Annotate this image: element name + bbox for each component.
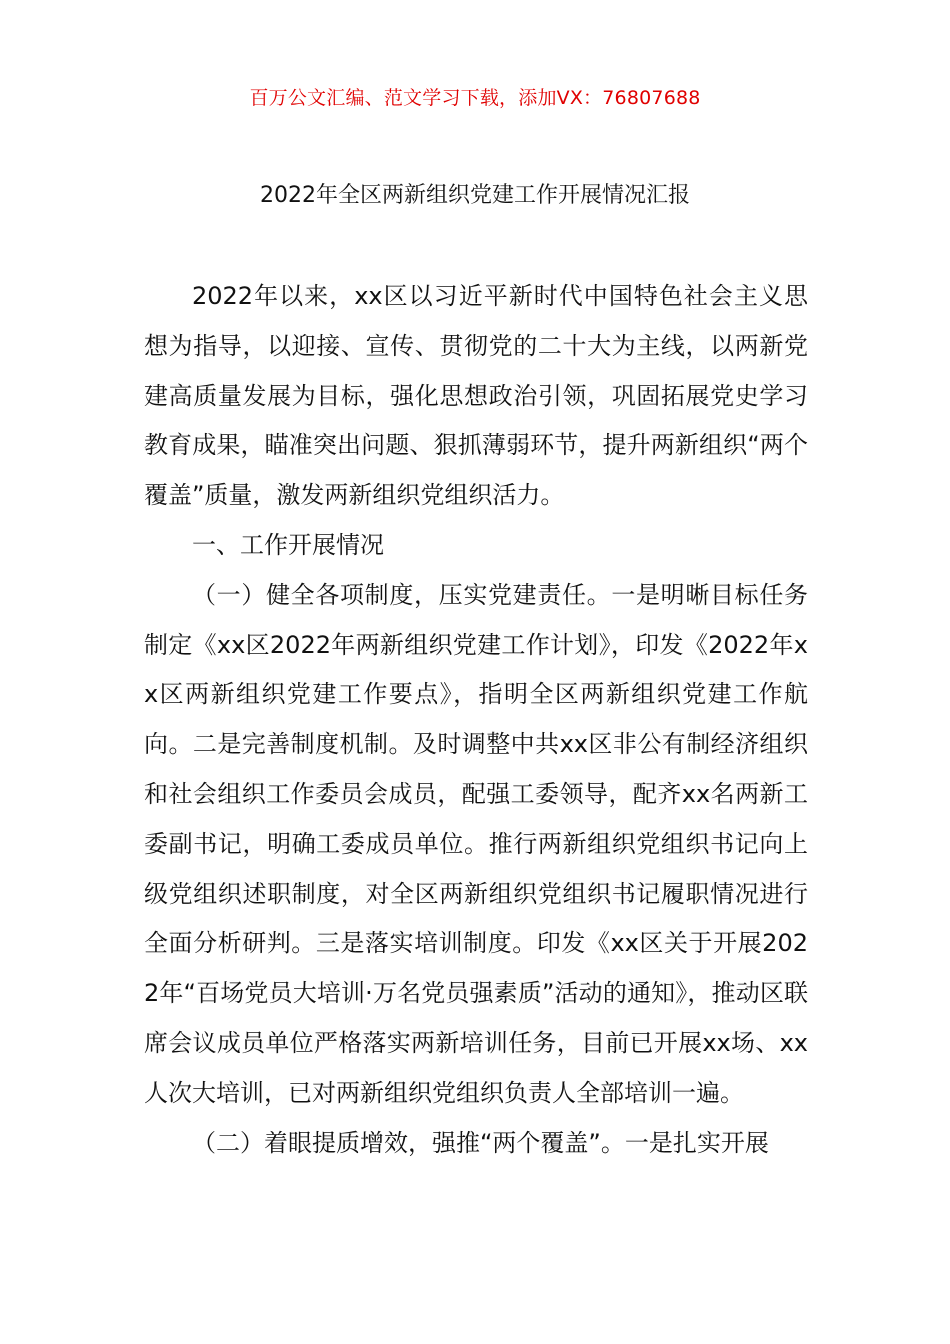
section-paragraph-2: （二）着眼提质增效，强推“两个覆盖”。一是扎实开展 <box>192 1128 769 1157</box>
document-body <box>144 272 808 1168</box>
section-heading: 一、工作开展情况 <box>192 530 384 559</box>
intro-paragraph: 2022年以来，xx区以习近平新时代中国特色社会主义思想为指导，以迎接、宣传、贯彻党的二十大为主线，以两新党建高质量发展为目标，强化思想政治引领，巩固拓展党史学习教育成果，瞄准突出问题、狠抓薄弱环节，提升两新组织“两个覆盖”质量，激发两新组织党组织活力。 <box>144 282 808 510</box>
section-paragraph-1: （一）健全各项制度，压实党建责任。一是明晰目标任务制定《xx区2022年两新组织党建工作计划》，印发《2022年xx区两新组织党建工作要点》，指明全区两新组织党建工作航向。二是完善制度机制。及时调整中共xx区非公有制经济组织和社会组织工作委员会成员，配强工委领导，配齐xx名两新工委副书记，明确工委成员单位。推行两新组织党组织书记向上级党组织述职制度，对全区两新组织党组织书记履职情况进行全面分析研判。三是落实培训制度。印发《xx区关于开展2022年“百场党员大培训·万名党员强素质”活动的通知》，推动区联席会议成员单位严格落实两新培训任务，目前已开展xx场、xx人次大培训，已对两新组织党组织负责人全部培训一遍。 <box>144 580 808 1107</box>
document-title: 2022年全区两新组织党建工作开展情况汇报 <box>260 183 690 208</box>
header-note: 百万公文汇编、范文学习下载，添加VX：76807688 <box>249 87 701 109</box>
